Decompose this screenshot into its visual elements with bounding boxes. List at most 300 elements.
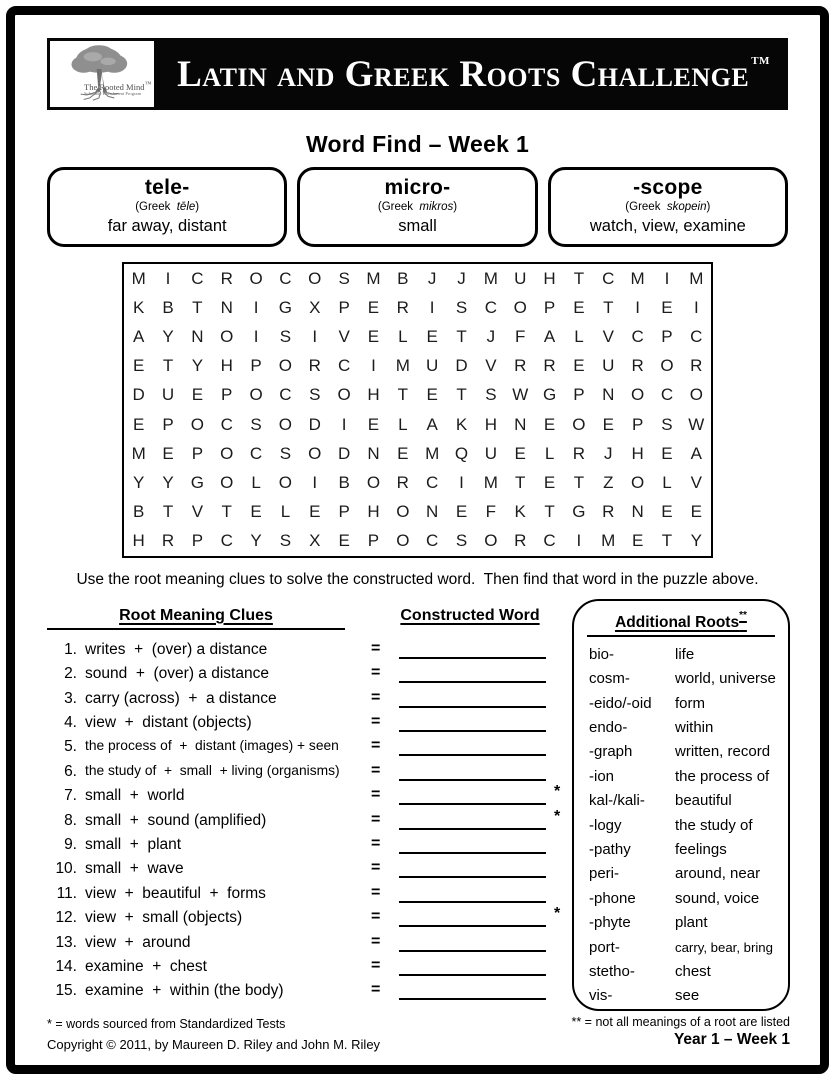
page-title: Word Find – Week 1 — [305, 131, 530, 157]
grid-letter: E — [661, 443, 673, 463]
grid-letter: W — [688, 414, 705, 434]
grid-letter: H — [543, 268, 556, 288]
grid-letter: R — [631, 356, 644, 376]
equals-sign: = — [371, 981, 381, 999]
root-label: peri- — [589, 865, 620, 883]
grid-letter: E — [573, 297, 585, 317]
clue-text: examine + chest — [85, 957, 207, 975]
banner-trademark: TM — [751, 55, 770, 67]
origin-word: mikros — [419, 201, 454, 213]
grid-letter: I — [253, 297, 259, 317]
grid-letter: P — [221, 385, 233, 405]
clue-text: carry (across) + a distance — [85, 689, 277, 707]
grid-letter: E — [309, 502, 321, 522]
header-banner — [47, 38, 788, 110]
clues-section — [47, 599, 790, 1011]
root-label: cosm- — [589, 670, 630, 688]
grid-letter: H — [220, 356, 233, 376]
grid-letter: B — [397, 268, 409, 288]
grid-letter: Y — [162, 326, 174, 346]
grid-letter: O — [249, 385, 263, 405]
grid-letter: J — [486, 326, 496, 346]
clue-number: 8. — [64, 811, 77, 829]
root-box-micro — [297, 167, 537, 247]
grid-letter: V — [338, 326, 350, 346]
clue-row — [47, 884, 577, 908]
clue-text: small + plant — [85, 836, 182, 853]
root-meaning: form — [675, 694, 705, 712]
grid-letter: T — [573, 268, 585, 288]
origin-close: ) — [453, 201, 458, 213]
clue-number: 1. — [64, 640, 77, 658]
clue-row — [47, 807, 577, 835]
grid-letter: R — [602, 502, 615, 522]
grid-letter: O — [660, 356, 674, 376]
answer-blank — [399, 852, 546, 854]
grid-letter: U — [161, 385, 175, 405]
answer-blank — [399, 950, 546, 952]
grid-letter: V — [191, 502, 204, 522]
clue-row — [47, 762, 577, 786]
grid-letter: E — [661, 297, 673, 317]
answer-blank — [399, 925, 546, 927]
grid-letter: Y — [191, 356, 204, 376]
clue-row — [47, 859, 577, 883]
grid-letter: T — [515, 472, 526, 492]
grid-letter: I — [635, 297, 640, 317]
clues-list — [47, 640, 577, 1006]
grid-letter: H — [631, 443, 644, 463]
grid-letter: P — [338, 297, 350, 317]
grid-letter: R — [543, 356, 556, 376]
root-label: vis- — [589, 987, 613, 1005]
banner-title — [157, 38, 788, 110]
grid-letter: G — [278, 297, 293, 317]
logo-title-text: The Rooted Mind — [84, 82, 145, 93]
logo-subtitle: Scholarly Enrichment Program — [84, 91, 142, 97]
grid-letter: N — [367, 443, 380, 463]
grid-letter: U — [426, 356, 439, 376]
grid-letter: M — [395, 356, 410, 376]
grid-letter: N — [514, 414, 527, 434]
grid-letter: R — [572, 443, 586, 463]
grid-letter: I — [459, 472, 464, 492]
additional-roots-header — [587, 609, 775, 637]
root-meaning: see — [675, 987, 700, 1005]
answer-blank — [399, 974, 546, 976]
grid-letter: E — [338, 531, 350, 551]
root-meaning: the study of — [675, 816, 753, 834]
root-origin — [54, 201, 280, 214]
root-label: -ion — [589, 767, 615, 785]
grid-letter: L — [574, 326, 584, 346]
grid-letter: R — [514, 356, 527, 376]
grid-letter: H — [484, 414, 497, 434]
grid-letter: M — [131, 268, 146, 288]
grid-letter: I — [371, 356, 376, 376]
root-meaning: beautiful — [675, 792, 732, 810]
grid-letter: M — [366, 268, 381, 288]
grid-letter: R — [514, 531, 527, 551]
grid-letter: C — [631, 326, 644, 346]
grid-letter: O — [190, 414, 204, 434]
grid-letter: W — [512, 385, 529, 405]
footer — [47, 1016, 790, 1074]
grid-letter: O — [278, 414, 293, 434]
grid-letter: E — [661, 502, 673, 522]
clue-row — [47, 981, 577, 1005]
grid-letter: L — [662, 472, 672, 492]
logo-text — [84, 81, 151, 97]
grid-letter: T — [456, 326, 467, 346]
grid-letter: U — [514, 268, 527, 288]
answer-blank — [399, 779, 546, 781]
grid-letter: M — [601, 531, 616, 551]
equals-sign: = — [371, 639, 381, 657]
grid-letter: I — [429, 297, 435, 317]
double-star-footnote: ** = not all meanings of a root are listed — [571, 1014, 790, 1029]
origin-close: ) — [706, 201, 711, 213]
clue-number: 5. — [64, 738, 77, 756]
grid-letter: E — [367, 326, 380, 346]
equals-sign: = — [371, 786, 381, 804]
grid-letter: G — [572, 502, 586, 522]
root-meaning: world, universe — [675, 670, 776, 688]
clue-text: small + sound (amplified) — [85, 811, 267, 829]
grid-letter: P — [661, 326, 673, 346]
star-footnote: * = words sourced from Standardized Tests — [47, 1016, 286, 1031]
grid-letter: O — [278, 356, 293, 376]
grid-letter: M — [483, 472, 498, 492]
grid-letter: T — [573, 472, 585, 492]
answer-blank — [399, 681, 546, 683]
logo-tm: ™ — [144, 80, 152, 89]
grid-letter: O — [572, 414, 586, 434]
root-label: -phyte — [589, 914, 631, 932]
clues-header-text: Root Meaning Clues — [119, 606, 273, 624]
root-label: -pathy — [589, 841, 631, 858]
grid-letter: A — [690, 443, 702, 463]
grid-letter: T — [162, 356, 174, 376]
grid-letter: D — [132, 385, 145, 405]
grid-letter: M — [630, 268, 645, 288]
root-label: stetho- — [589, 962, 635, 980]
clue-row — [47, 957, 577, 981]
grid-letter: C — [602, 268, 615, 288]
grid-letter: P — [162, 414, 174, 434]
clue-text: the study of + small + living (organisms) — [85, 762, 340, 778]
root-meaning: written, record — [675, 743, 771, 761]
grid-letter: P — [631, 414, 644, 434]
answer-blank — [399, 706, 546, 708]
grid-letter: T — [397, 385, 409, 405]
root-name: tele- — [144, 176, 190, 199]
grid-letter: I — [664, 268, 670, 288]
grid-letter: F — [515, 326, 526, 346]
grid-letter: O — [689, 385, 703, 405]
instruction-text: Use the root meaning clues to solve the constructed word. Then find that word in the puzzle above. — [76, 570, 759, 588]
root-meaning: plant — [675, 914, 708, 932]
clue-text: view + small (objects) — [85, 909, 243, 927]
grid-letter: C — [279, 385, 292, 405]
additional-root-row — [589, 963, 782, 987]
grid-letter: Y — [690, 531, 702, 551]
grid-letter: I — [312, 326, 318, 346]
grid-letter: O — [220, 472, 234, 492]
clue-number: 4. — [64, 714, 77, 732]
grid-letter: N — [191, 326, 204, 346]
grid-letter: T — [661, 531, 673, 551]
grid-letter: E — [426, 385, 438, 405]
root-origin — [304, 201, 530, 214]
equals-sign: = — [371, 932, 381, 950]
grid-letter: Y — [162, 472, 174, 492]
clue-row — [47, 905, 577, 932]
clues-column-header — [47, 607, 345, 630]
grid-letter: E — [162, 443, 174, 463]
grid-letter: P — [191, 443, 204, 463]
standardized-test-star: * — [554, 783, 561, 801]
grid-letter: I — [312, 472, 318, 492]
grid-letter: C — [543, 531, 556, 551]
origin-close: ) — [195, 201, 200, 213]
grid-letter: N — [220, 297, 233, 317]
equals-sign: = — [371, 956, 381, 974]
root-label: -phone — [589, 889, 636, 907]
grid-letter: V — [690, 472, 702, 492]
clue-number: 15. — [55, 982, 77, 1000]
additional-root-row — [589, 817, 782, 841]
banner-title-text: Latin and Greek Roots Challenge — [177, 53, 750, 95]
additional-roots-box — [572, 599, 790, 1011]
clue-row — [47, 933, 577, 957]
clue-number: 13. — [55, 933, 77, 951]
grid-letter: X — [309, 297, 321, 317]
additional-root-row — [589, 890, 782, 914]
grid-letter: R — [161, 531, 175, 551]
grid-letter: I — [341, 414, 347, 434]
grid-letter: P — [338, 502, 350, 522]
grid-letter: O — [366, 472, 381, 492]
grid-letter: S — [279, 326, 292, 346]
clue-text: writes + (over) a distance — [85, 640, 268, 658]
clue-text: sound + (over) a distance — [85, 665, 269, 683]
grid-letter: O — [220, 443, 234, 463]
equals-sign: = — [371, 713, 381, 731]
grid-letter: D — [308, 414, 321, 434]
additional-root-row — [589, 743, 782, 767]
clue-number: 6. — [64, 762, 77, 780]
grid-letter: L — [251, 472, 261, 492]
equals-sign: = — [371, 688, 381, 706]
root-meaning: small — [398, 217, 437, 235]
grid-letter: U — [602, 356, 615, 376]
grid-letter: S — [250, 414, 262, 434]
clue-text: small + world — [85, 787, 185, 805]
grid-letter: E — [133, 356, 145, 376]
equals-sign: = — [371, 810, 381, 828]
answer-blank — [399, 803, 546, 805]
grid-letter: E — [602, 414, 614, 434]
additional-roots-sup: ** — [739, 609, 747, 621]
grid-letter: O — [484, 531, 498, 551]
clue-number: 2. — [64, 665, 77, 683]
grid-letter: R — [690, 356, 703, 376]
clue-number: 3. — [64, 689, 77, 707]
grid-letter: V — [485, 356, 497, 376]
grid-letter: T — [221, 502, 232, 522]
grid-letter: O — [631, 385, 645, 405]
grid-letter: T — [456, 385, 467, 405]
grid-letter: M — [131, 443, 146, 463]
root-meaning: feelings — [675, 841, 727, 858]
grid-letter: E — [133, 414, 145, 434]
root-meaning: far away, distant — [107, 217, 227, 235]
root-boxes — [47, 167, 788, 247]
root-name: micro- — [384, 176, 451, 199]
grid-letter: P — [367, 531, 380, 551]
grid-letter: Y — [250, 531, 262, 551]
clue-text: view + distant (objects) — [85, 714, 252, 732]
grid-letter: N — [602, 385, 615, 405]
root-meaning: chest — [675, 962, 711, 980]
grid-letter: E — [631, 531, 644, 551]
root-label: -graph — [589, 743, 633, 761]
root-meaning: carry, bear, bring — [675, 939, 773, 955]
grid-letter: C — [660, 385, 674, 405]
grid-letter: N — [426, 502, 439, 522]
grid-letter: O — [249, 268, 263, 288]
root-box-scope — [548, 167, 788, 247]
grid-letter: C — [337, 356, 351, 376]
additional-root-row — [589, 865, 782, 889]
grid-letter: T — [162, 502, 174, 522]
equals-sign: = — [371, 835, 381, 852]
grid-letter: H — [367, 502, 380, 522]
grid-letter: L — [398, 414, 408, 434]
grid-letter: Q — [454, 443, 469, 463]
grid-letter: C — [426, 531, 439, 551]
grid-letter: T — [603, 297, 614, 317]
grid-letter: L — [280, 502, 291, 522]
origin-word: tēle — [176, 201, 196, 213]
additional-root-row — [589, 646, 782, 670]
grid-letter: F — [485, 502, 497, 522]
grid-letter: N — [631, 502, 644, 522]
grid-letter: A — [543, 326, 556, 346]
grid-letter: X — [309, 531, 321, 551]
word-search-grid — [122, 262, 713, 558]
equals-sign: = — [371, 664, 381, 682]
grid-letter: O — [337, 385, 351, 405]
origin-open: (Greek — [625, 201, 667, 213]
grid-letter: E — [426, 326, 438, 346]
additional-root-row — [589, 719, 782, 743]
grid-letter: S — [661, 414, 673, 434]
grid-letter: M — [483, 268, 498, 288]
grid-letter: B — [162, 297, 174, 317]
standardized-test-star: * — [554, 905, 561, 923]
clue-row — [47, 835, 577, 859]
clue-text: examine + within (the body) — [85, 982, 284, 1000]
additional-roots-list — [589, 646, 782, 1012]
grid-letter: P — [250, 356, 262, 376]
clue-row — [47, 737, 577, 761]
root-box-tele — [47, 167, 287, 247]
grid-letter: G — [190, 472, 204, 492]
origin-open: (Greek — [377, 201, 420, 213]
grid-letter: A — [133, 326, 145, 346]
root-label: port- — [589, 938, 620, 956]
grid-letter: C — [279, 268, 292, 288]
grid-letter: E — [455, 502, 468, 522]
grid-letter: K — [514, 502, 526, 522]
grid-letter: C — [426, 472, 439, 492]
root-meaning: within — [675, 719, 714, 737]
answer-blank — [399, 998, 546, 1000]
root-label: endo- — [589, 719, 628, 737]
grid-letter: B — [338, 472, 350, 492]
additional-root-row — [589, 792, 782, 816]
answer-blank — [399, 901, 546, 903]
grid-letter: I — [576, 531, 582, 551]
standardized-test-star: * — [554, 807, 561, 825]
grid-letter: O — [220, 326, 234, 346]
grid-letter: E — [690, 502, 702, 522]
clue-text: view + beautiful + forms — [85, 884, 266, 902]
additional-root-row — [589, 670, 782, 694]
root-meaning: watch, view, examine — [589, 217, 746, 235]
grid-letter: U — [484, 443, 497, 463]
clue-text: small + wave — [85, 860, 184, 878]
grid-letter: O — [308, 443, 322, 463]
grid-letter: O — [308, 268, 322, 288]
equals-sign: = — [371, 737, 381, 755]
additional-root-row — [589, 695, 782, 719]
grid-letter: I — [165, 268, 171, 288]
root-name: -scope — [633, 176, 703, 199]
answer-blank — [399, 730, 546, 732]
grid-letter: P — [543, 297, 556, 317]
answer-blank — [399, 876, 546, 878]
grid-letter: O — [396, 502, 410, 522]
equals-sign: = — [371, 908, 381, 926]
clue-text: view + around — [85, 933, 191, 951]
clue-number: 9. — [64, 836, 77, 853]
additional-roots-title: Additional Roots — [615, 613, 740, 631]
answer-blank — [399, 828, 546, 830]
grid-letter: H — [132, 531, 145, 551]
grid-letter: R — [396, 472, 409, 492]
additional-roots-header-text — [615, 609, 747, 631]
grid-letter: E — [543, 414, 556, 434]
grid-letter: J — [457, 268, 466, 288]
clue-number: 7. — [64, 787, 77, 805]
constructed-word-header — [395, 607, 545, 628]
grid-letter: S — [485, 385, 497, 405]
grid-letter: A — [426, 414, 438, 434]
equals-sign: = — [371, 761, 381, 779]
root-label: bio- — [589, 645, 615, 663]
grid-letter: C — [484, 297, 497, 317]
grid-letter: C — [220, 414, 233, 434]
grid-letter: V — [602, 326, 614, 346]
grid-letter: M — [689, 268, 704, 288]
grid-letter: P — [191, 531, 204, 551]
grid-letter: L — [544, 443, 555, 463]
root-meaning: sound, voice — [675, 889, 760, 907]
grid-letter: E — [573, 356, 585, 376]
